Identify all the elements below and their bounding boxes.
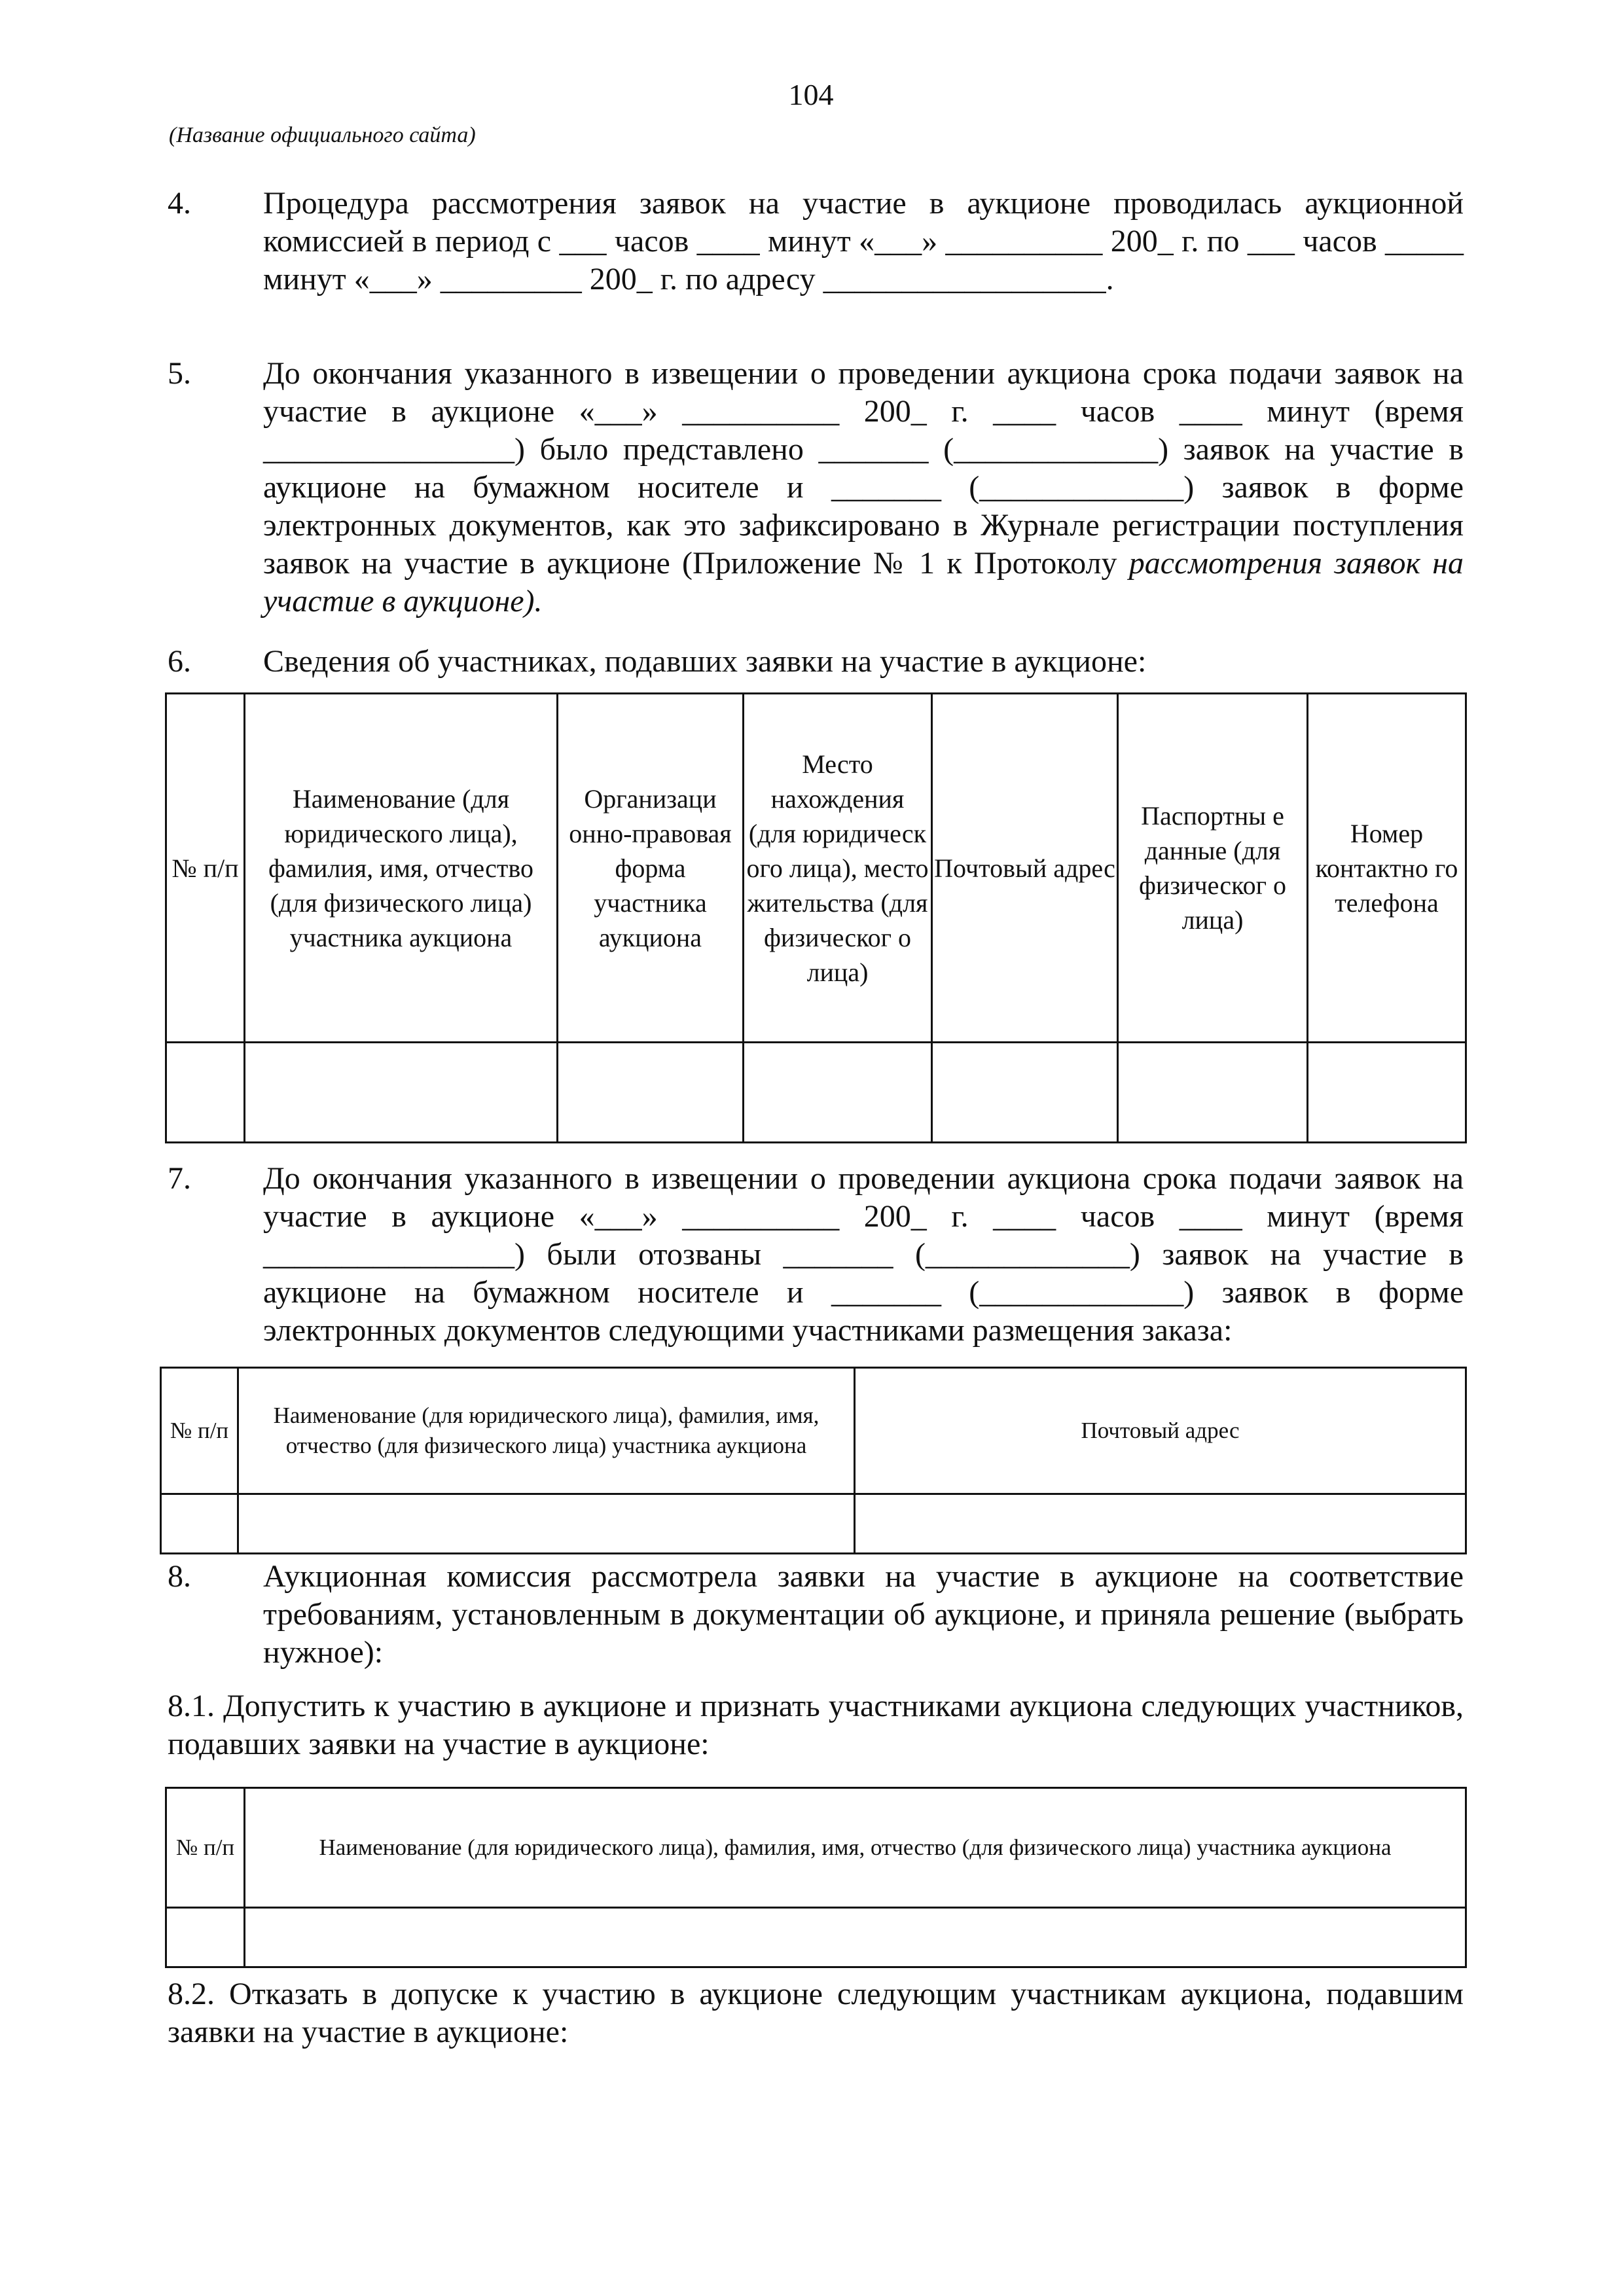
section-8-text: Аукционная комиссия рассмотрела заявки на участие в аукционе на соответствие требованиям, установленным в документации об аукционе, и приняла решение (выбрать нужное): — [263, 1559, 1464, 1670]
section-8-1-text: 8.1. Допустить к участию в аукционе и признать участниками аукциона следующих участников, подавших заявки на участие в аукционе: — [168, 1689, 1464, 1761]
section-5-italic-text: рассмотрения заявок на участие в аукционе). — [263, 546, 1464, 619]
col-header-location: Место нахождения (для юридическ ого лица), место жительства (для физическог о лица) — [744, 694, 932, 1043]
table-row — [166, 1908, 1466, 1967]
participants-table — [165, 692, 1467, 1143]
section-6-number: 6. — [168, 644, 191, 679]
col-header-number: № п/п — [166, 1788, 245, 1908]
table-header-row — [161, 1368, 1466, 1494]
table-cell[interactable] — [744, 1043, 932, 1143]
table-cell[interactable] — [245, 1908, 1466, 1967]
col-header-name: Наименование (для юридического лица), фамилия, имя, отчество (для физического лица) участника аукциона — [245, 694, 558, 1043]
col-header-postal-address: Почтовый адрес — [855, 1368, 1466, 1494]
withdrawn-table — [160, 1367, 1467, 1554]
col-header-number: № п/п — [166, 694, 245, 1043]
col-header-phone: Номер контактно го телефона — [1308, 694, 1466, 1043]
section-5 — [168, 355, 1464, 630]
table-cell[interactable] — [238, 1494, 855, 1554]
table-header-row — [166, 694, 1466, 1043]
section-8 — [168, 1558, 1464, 1676]
col-header-postal-address: Почтовый адрес — [932, 694, 1118, 1043]
section-8-number: 8. — [168, 1559, 191, 1594]
section-7 — [168, 1160, 1464, 1356]
table-cell[interactable] — [161, 1494, 238, 1554]
col-header-name: Наименование (для юридического лица), фамилия, имя, отчество (для физического лица) участника аукциона — [238, 1368, 855, 1494]
table-cell[interactable] — [166, 1043, 245, 1143]
page-number: 104 — [788, 78, 834, 111]
section-7-number: 7. — [168, 1161, 191, 1196]
table-cell[interactable] — [558, 1043, 744, 1143]
section-6 — [168, 643, 1464, 682]
section-6-text: Сведения об участниках, подавших заявки на участие в аукционе: — [263, 644, 1147, 679]
site-name-placeholder: (Название официального сайта) — [169, 123, 476, 147]
table-row — [166, 1043, 1466, 1143]
col-header-passport: Паспортны е данные (для физическог о лица) — [1118, 694, 1308, 1043]
col-header-name: Наименование (для юридического лица), фамилия, имя, отчество (для физического лица) участника аукциона — [245, 1788, 1466, 1908]
table-cell[interactable] — [1308, 1043, 1466, 1143]
section-5-number: 5. — [168, 356, 191, 391]
section-8-2-text: 8.2. Отказать в допуске к участию в аукционе следующим участникам аукциона, подавшим заявки на участие в аукционе: — [168, 1977, 1464, 2049]
table-cell[interactable] — [1118, 1043, 1308, 1143]
section-7-text: До окончания указанного в извещении о проведении аукциона срока подачи заявок на участие в аукционе «___» __________ 200_ г. ____ часов ____ минут (время ________________) были отозваны _______ (_____________) заявок на участие в аукционе на бумажном носителе и _______ (_____________) заявок в форме электронных документов следующими участниками размещения заказа: — [263, 1161, 1464, 1348]
section-5-body — [263, 355, 1464, 620]
table-cell[interactable] — [245, 1043, 558, 1143]
section-4 — [168, 185, 1464, 302]
table-cell[interactable] — [932, 1043, 1118, 1143]
section-4-number: 4. — [168, 186, 191, 221]
col-header-number: № п/п — [161, 1368, 238, 1494]
table-cell[interactable] — [166, 1908, 245, 1967]
section-4-text: Процедура рассмотрения заявок на участие в аукционе проводилась аукционной комиссией в период с ___ часов ____ минут «___» __________ 200_ г. по ___ часов _____ минут «___» _________ 200_ г. по адресу __________________. — [263, 186, 1464, 296]
table-row — [161, 1494, 1466, 1554]
col-header-legal-form: Организаци онно-правовая форма участника аукциона — [558, 694, 744, 1043]
table-header-row — [166, 1788, 1466, 1908]
table-cell[interactable] — [855, 1494, 1466, 1554]
admitted-table — [165, 1787, 1467, 1968]
section-5-text: До окончания указанного в извещении о проведении аукциона срока подачи заявок на участие в аукционе «___» __________ 200_ г. ____ часов ____ минут (время ________________) было представлено _______ (_____________) заявок на участие в аукционе на бумажном носителе и _______ (_____________) заявок в форме электронных документов, как это зафиксировано в Журнале регистрации поступления заявок на участие в аукционе (Приложение № 1 к Протоколу — [263, 356, 1464, 581]
